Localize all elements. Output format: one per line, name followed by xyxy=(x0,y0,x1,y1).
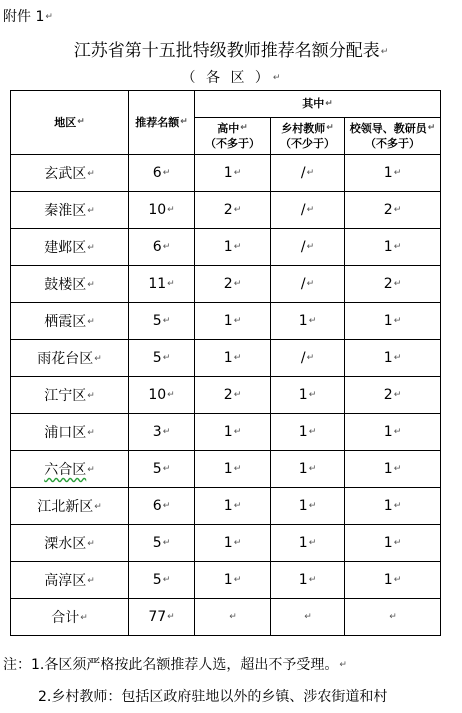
high-school-cell: 1↵ xyxy=(195,340,271,377)
leaders-cell: 2↵ xyxy=(345,266,441,303)
quota-cell: 11↵ xyxy=(129,266,195,303)
header-high-school: 高中↵ （不多于） xyxy=(195,118,271,155)
total-leaders-cell: ↵ xyxy=(345,599,441,636)
header-quota: 推荐名额↵ xyxy=(129,91,195,155)
quota-cell: 6↵ xyxy=(129,155,195,192)
region-cell: 秦淮区↵ xyxy=(11,192,129,229)
region-cell: 高淳区↵ xyxy=(11,562,129,599)
high-school-cell: 1↵ xyxy=(195,451,271,488)
leaders-cell: 1↵ xyxy=(345,451,441,488)
table-row xyxy=(11,451,441,488)
region-cell: 雨花台区↵ xyxy=(11,340,129,377)
leaders-cell: 1↵ xyxy=(345,488,441,525)
high-school-cell: 1↵ xyxy=(195,414,271,451)
attachment-label: 附件 1↵ xyxy=(3,9,53,25)
header-among: 其中↵ xyxy=(195,91,441,118)
total-row xyxy=(11,599,441,636)
high-school-cell: 1↵ xyxy=(195,155,271,192)
region-cell: 浦口区↵ xyxy=(11,414,129,451)
total-label-cell: 合计↵ xyxy=(11,599,129,636)
document-subtitle: （ 各 区 ）↵ xyxy=(181,70,281,86)
leaders-cell: 2↵ xyxy=(345,377,441,414)
rural-cell: 1↵ xyxy=(271,414,345,451)
rural-cell: 1↵ xyxy=(271,562,345,599)
high-school-cell: 1↵ xyxy=(195,562,271,599)
quota-cell: 5↵ xyxy=(129,562,195,599)
high-school-cell: 2↵ xyxy=(195,377,271,414)
rural-cell: /↵ xyxy=(271,266,345,303)
quota-cell: 3↵ xyxy=(129,414,195,451)
region-cell: 建邺区↵ xyxy=(11,229,129,266)
table-row xyxy=(11,229,441,266)
leaders-cell: 2↵ xyxy=(345,192,441,229)
quota-table xyxy=(10,90,441,636)
quota-cell: 6↵ xyxy=(129,488,195,525)
region-cell: 鼓楼区↵ xyxy=(11,266,129,303)
high-school-cell: 2↵ xyxy=(195,266,271,303)
leaders-cell: 1↵ xyxy=(345,414,441,451)
leaders-cell: 1↵ xyxy=(345,340,441,377)
table-row xyxy=(11,266,441,303)
quota-cell: 10↵ xyxy=(129,192,195,229)
table-row xyxy=(11,155,441,192)
quota-cell: 5↵ xyxy=(129,451,195,488)
rural-cell: 1↵ xyxy=(271,525,345,562)
leaders-cell: 1↵ xyxy=(345,562,441,599)
header-leaders: 校领导、教研员↵ （不多于） xyxy=(345,118,441,155)
table-row xyxy=(11,192,441,229)
total-quota-cell: 77↵ xyxy=(129,599,195,636)
quota-cell: 6↵ xyxy=(129,229,195,266)
rural-cell: 1↵ xyxy=(271,451,345,488)
region-cell: 玄武区↵ xyxy=(11,155,129,192)
region-cell: 江北新区↵ xyxy=(11,488,129,525)
high-school-cell: 2↵ xyxy=(195,192,271,229)
region-cell: 六合区↵ xyxy=(11,451,129,488)
high-school-cell: 1↵ xyxy=(195,525,271,562)
table-row xyxy=(11,377,441,414)
rural-cell: /↵ xyxy=(271,155,345,192)
note-1: 注：1.各区须严格按此名额推荐人选，超出不予受理。↵ xyxy=(3,657,347,673)
rural-cell: 1↵ xyxy=(271,488,345,525)
table-row xyxy=(11,562,441,599)
header-rural: 乡村教师↵ （不少于） xyxy=(271,118,345,155)
table-row xyxy=(11,525,441,562)
region-cell: 栖霞区↵ xyxy=(11,303,129,340)
high-school-cell: 1↵ xyxy=(195,488,271,525)
high-school-cell: 1↵ xyxy=(195,229,271,266)
quota-cell: 5↵ xyxy=(129,525,195,562)
rural-cell: 1↵ xyxy=(271,377,345,414)
document-title: 江苏省第十五批特级教师推荐名额分配表↵ xyxy=(73,41,389,61)
leaders-cell: 1↵ xyxy=(345,525,441,562)
table-row xyxy=(11,414,441,451)
quota-cell: 5↵ xyxy=(129,303,195,340)
table-row xyxy=(11,340,441,377)
rural-cell: /↵ xyxy=(271,192,345,229)
region-cell: 溧水区↵ xyxy=(11,525,129,562)
table-row xyxy=(11,303,441,340)
high-school-cell: 1↵ xyxy=(195,303,271,340)
leaders-cell: 1↵ xyxy=(345,229,441,266)
rural-cell: 1↵ xyxy=(271,303,345,340)
leaders-cell: 1↵ xyxy=(345,303,441,340)
rural-cell: /↵ xyxy=(271,340,345,377)
note-2: 2.乡村教师：包括区政府驻地以外的乡镇、涉农街道和村 xyxy=(38,689,388,705)
region-cell: 江宁区↵ xyxy=(11,377,129,414)
header-region: 地区↵ xyxy=(11,91,129,155)
rural-cell: /↵ xyxy=(271,229,345,266)
table-row xyxy=(11,488,441,525)
quota-cell: 5↵ xyxy=(129,340,195,377)
quota-cell: 10↵ xyxy=(129,377,195,414)
leaders-cell: 1↵ xyxy=(345,155,441,192)
total-high-cell: ↵ xyxy=(195,599,271,636)
total-rural-cell: ↵ xyxy=(271,599,345,636)
